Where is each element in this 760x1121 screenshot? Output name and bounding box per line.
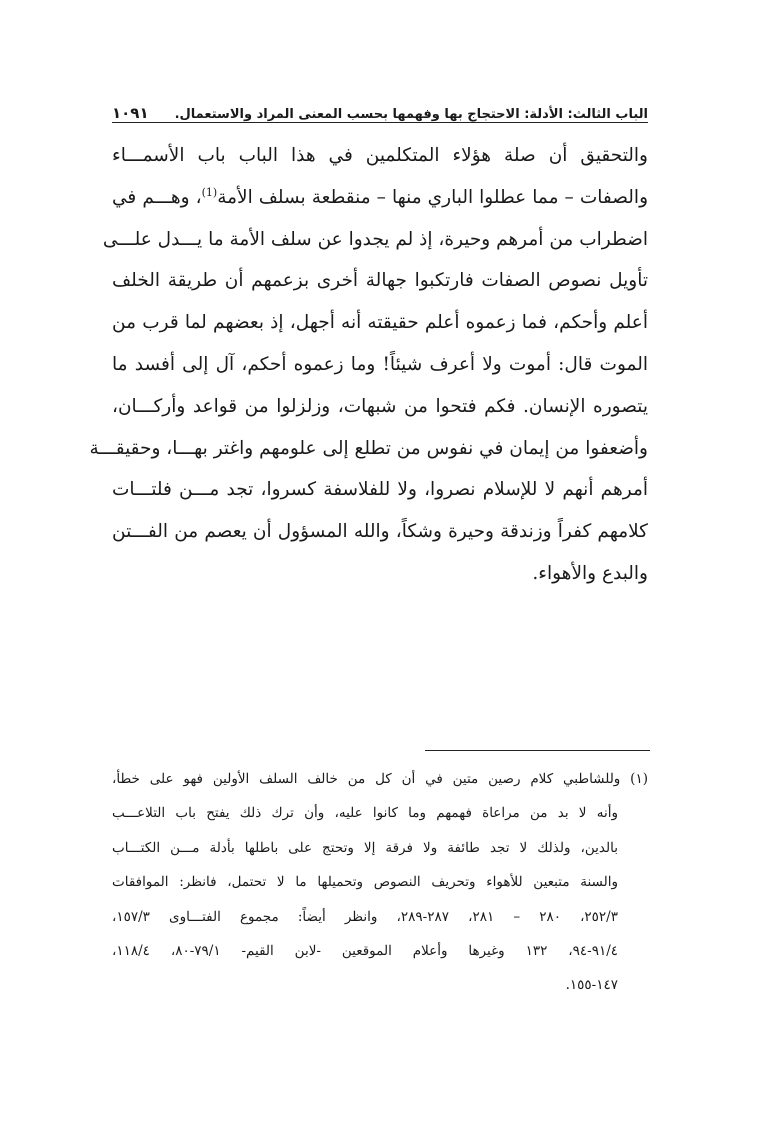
chapter-title: الباب الثالث: الأدلة: الاحتجاج بها وفهمها بحسب المعنى المراد والاستعمال.	[174, 107, 648, 122]
footnote-line: ٩١/٤-٩٤، ١٣٢ وغيرها وأعلام الموقعين -لابن القيم- ٧٩/١-٨٠، ١١٨/٤،	[112, 942, 619, 959]
text-line: والبدع والأهواء.	[532, 562, 648, 584]
footnote-reference[interactable]: (1)	[201, 185, 218, 199]
text-line: كلامهم كفراً وزندقة وحيرة وشكاً، والله المسؤول أن يعصم من الفـــتن	[112, 521, 648, 543]
text-line: والتحقيق أن صلة هؤلاء المتكلمين في هذا الباب باب الأسمـــاء	[112, 145, 648, 166]
footnote-line: (١) وللشاطبي كلام رصين متين في أن كل من خالف السلف الأولين فهو على خطأ،	[112, 771, 648, 787]
text-line	[112, 177, 648, 219]
text-line: اضطراب من أمرهم وحيرة، إذ لم يجدوا عن سلف الأمة ما يـــدل علـــى	[102, 228, 648, 250]
footnote-line: ٢٥٢/٣، ٢٨٠ – ٢٨١، ٢٨٧-٢٨٩، وانظر أيضاً: مجموع الفتـــاوى ١٥٧/٣،	[112, 908, 618, 925]
text-line: أعلم وأحكم، فما زعموه أعلم حقيقته أنه أجهل، إذ بعضهم لما قرب من	[112, 312, 648, 334]
text-fragment: ، وهـــم في	[112, 186, 202, 208]
text-line: يتصوره الإنسان. فكم فتحوا من شبهات، وزلزلوا من قواعد وأركـــان،	[112, 395, 648, 417]
footnote-line: وأنه لا بد من مراعاة فهمهم وما كانوا عليه، وأن ترك ذلك يفتح باب التلاعـــب	[112, 805, 618, 822]
footnote-separator	[425, 750, 650, 751]
page-number: ١٠٩١	[112, 104, 149, 122]
text-line: وأضعفوا من إيمان في نفوس من تطلع إلى علومهم واغتر بهـــا، وحقيقـــة	[89, 437, 648, 459]
text-line: أمرهم أنهم لا للإسلام نصروا، ولا للفلاسفة كسروا، تجد مـــن فلتـــات	[112, 479, 648, 501]
footnote-line: والسنة متبعين للأهواء وتحريف النصوص وتحميلها ما لا تحتمل، فانظر: الموافقات	[112, 874, 618, 891]
footnotes	[112, 762, 648, 1003]
footnote-line: ١٤٧-١٥٥.	[565, 977, 618, 994]
header-rule	[112, 122, 648, 123]
text-line: الموت قال: أموت ولا أعرف شيئاً! وما زعموه أحكم، آل إلى أفسد ما	[112, 353, 648, 375]
main-text	[89, 135, 648, 595]
running-header	[112, 96, 648, 122]
footnote-line: بالدين، ولذلك لا تجد طائفة ولا فرقة إلا وتحتج على باطلها بأدلة مـــن الكتـــاب	[112, 839, 618, 856]
text-fragment: والصفات – مما عطلوا الباري منها – منقطعة بسلف الأمة	[217, 186, 648, 208]
text-line: تأويل نصوص الصفات فارتكبوا جهالة أخرى بزعمهم أن طريقة الخلف	[112, 270, 648, 292]
